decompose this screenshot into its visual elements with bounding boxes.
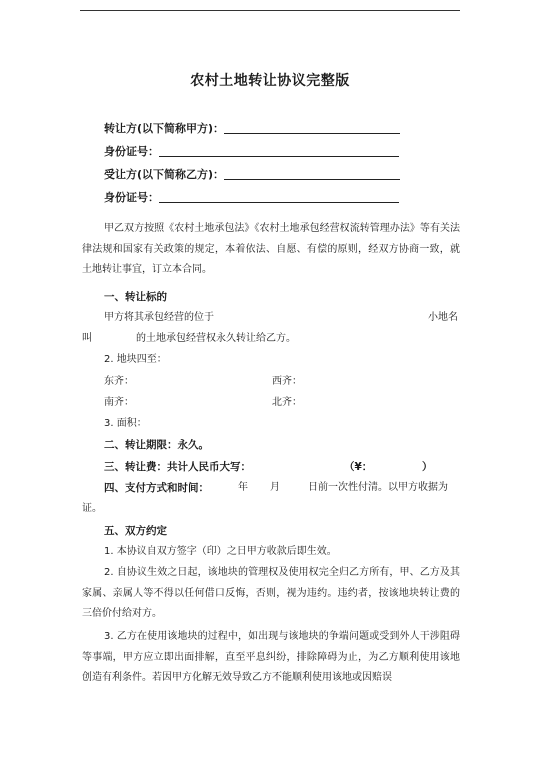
sec1-item3-area: 3. 面积：	[104, 418, 147, 429]
top-rule	[80, 10, 460, 11]
east-boundary: 东齐：	[104, 376, 134, 387]
sec1-line2-b: 的土地承包经营权永久转让给乙方。	[136, 333, 296, 344]
sec5-heading: 五、双方约定	[104, 525, 167, 537]
sec2-term: 二、转让期限：永久。	[104, 439, 209, 451]
sec1-line1-a: 甲方将其承包经营的位于	[104, 312, 214, 323]
sec4-cont: 证。	[82, 503, 102, 514]
sec4-year: 年	[238, 482, 248, 493]
transferee-label: 受让方(以下简称乙方)：	[104, 168, 225, 181]
id2-row	[104, 189, 399, 205]
south-boundary: 南齐：	[104, 397, 134, 408]
id1-label: 身份证号：	[104, 145, 159, 158]
transferor-row	[104, 120, 400, 136]
sec1-heading: 一、转让标的	[104, 291, 167, 303]
sec3-yuan-open: （¥：	[344, 461, 373, 473]
transferor-label: 转让方(以下简称甲方)：	[104, 122, 225, 135]
north-boundary: 北齐：	[272, 397, 302, 408]
id1-row	[104, 143, 399, 159]
sec4-heading: 四、支付方式和时间：	[104, 482, 209, 494]
id2-label: 身份证号：	[104, 191, 159, 204]
sec1-item2: 2. 地块四至：	[104, 354, 167, 365]
sec1-line1-b: 小地名	[428, 312, 458, 323]
sec5-clause1: 1. 本协议自双方签字（印）之日甲方收款后即生效。	[104, 546, 337, 557]
transferor-blank	[224, 133, 400, 134]
west-boundary: 西齐：	[272, 376, 302, 387]
sec5-clause2: 2. 自协议生效之日起，该地块的管理权及使用权完全归乙方所有，甲、乙方及其家属、亲属人等不得以任何借口反悔，否则，视为违约。违约者，按该地块转让费的三倍价付给对方。	[82, 567, 460, 619]
sec4-month: 月	[270, 482, 280, 493]
document-title: 农村土地转让协议完整版	[190, 73, 350, 89]
sec4-rest: 日前一次性付清。以甲方收据为	[308, 482, 448, 493]
transferee-row	[104, 166, 400, 182]
id2-blank	[159, 202, 399, 203]
intro-paragraph: 甲乙双方按照《农村土地承包法》《农村土地承包经营权流转管理办法》等有关法律法规和国家有关政策的规定，本着依法、自愿、有偿的原则，经双方协商一致，就土地转让事宜，订立本合同。	[82, 223, 460, 275]
sec5-clause3: 3. 乙方在使用该地块的过程中，如出现与该地块的争端问题或受到外人干涉阻碍等事端，甲方应立即出面排解，直至平息纠纷，排除障碍为止，为乙方顺利使用该地创造有利条件。若因甲方化解无效导致乙方不能顺利使用该地或因赔误	[82, 631, 460, 683]
sec3-yuan-close: ）	[422, 461, 433, 473]
id1-blank	[159, 156, 399, 157]
sec1-line2-a: 叫	[82, 333, 92, 344]
transferee-blank	[224, 179, 400, 180]
sec3-fee: 三、转让费：共计人民币大写：	[104, 461, 251, 473]
